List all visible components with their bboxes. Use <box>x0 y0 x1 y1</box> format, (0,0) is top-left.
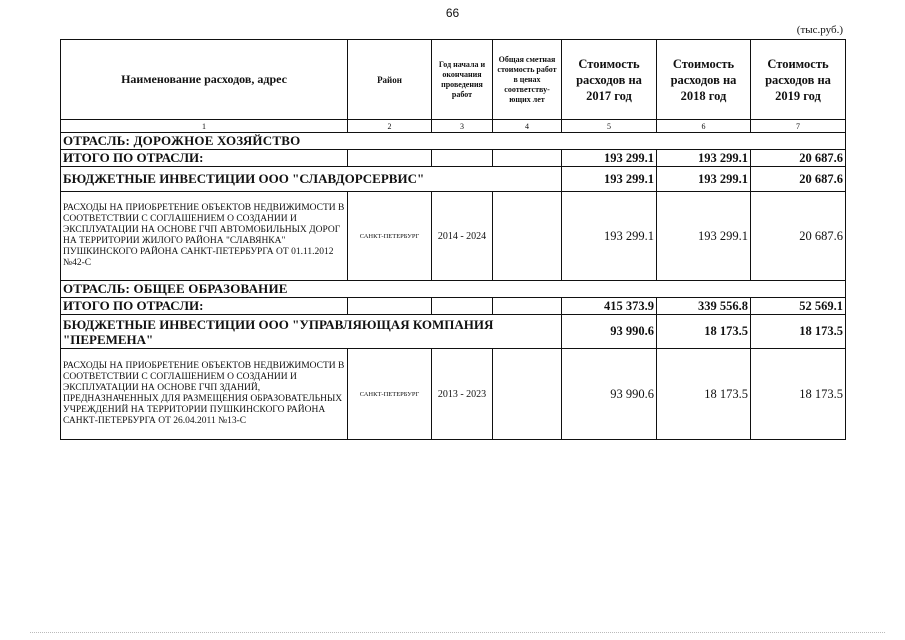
column-number: 4 <box>493 120 562 133</box>
budget-2017: 193 299.1 <box>562 167 657 192</box>
expense-period: 2013 - 2023 <box>432 349 493 440</box>
expense-description: РАСХОДЫ НА ПРИОБРЕТЕНИЕ ОБЪЕКТОВ НЕДВИЖИМОСТИ В СООТВЕТСТВИИ С СОГЛАШЕНИЕМ О СОЗДАНИИ И ЭКСПЛУАТАЦИИ НА ОСНОВЕ ГЧП ЗДАНИЙ, ПРЕДНАЗНАЧЕННЫХ ДЛЯ РАЗМЕЩЕНИЯ ОБРАЗОВАТЕЛЬНЫХ УЧРЕЖДЕНИЙ НА ТЕРРИТОРИИ ПУШКИНСКОГО РАЙОНА САНКТ-ПЕТЕРБУРГА ОТ 26.04.2011 №13-С <box>61 349 348 440</box>
empty-cell <box>493 298 562 315</box>
column-number: 5 <box>562 120 657 133</box>
expense-description: РАСХОДЫ НА ПРИОБРЕТЕНИЕ ОБЪЕКТОВ НЕДВИЖИМОСТИ В СООТВЕТСТВИИ С СОГЛАШЕНИЕМ О СОЗДАНИИ И ЭКСПЛУАТАЦИИ НА ОСНОВЕ ГЧП АВТОМОБИЛЬНЫХ ДОРОГ НА ТЕРРИТОРИИ ЖИЛОГО РАЙОНА "СЛАВЯНКА" ПУШКИНСКОГО РАЙОНА САНКТ-ПЕТЕРБУРГА ОТ 01.11.2012 №42-С <box>61 192 348 281</box>
header-row <box>61 40 846 120</box>
expense-estimate <box>493 349 562 440</box>
column-number: 3 <box>432 120 493 133</box>
expense-2018: 193 299.1 <box>657 192 751 281</box>
column-number-row <box>61 120 846 133</box>
total-2019: 52 569.1 <box>751 298 846 315</box>
sector-row <box>61 133 846 150</box>
expense-district: САНКТ-ПЕТЕРБУРГ <box>348 349 432 440</box>
empty-cell <box>348 298 432 315</box>
header-cost-2017: Стоимость расходов на 2017 год <box>562 40 657 120</box>
budget-investment-row <box>61 315 846 349</box>
expense-2019: 20 687.6 <box>751 192 846 281</box>
total-label: ИТОГО ПО ОТРАСЛИ: <box>61 298 348 315</box>
empty-cell <box>348 150 432 167</box>
expense-2019: 18 173.5 <box>751 349 846 440</box>
header-estimate: Общая сметная стоимость работ в ценах соответству-ющих лет <box>493 40 562 120</box>
sector-row <box>61 281 846 298</box>
column-number: 1 <box>61 120 348 133</box>
total-2017: 193 299.1 <box>562 150 657 167</box>
total-2019: 20 687.6 <box>751 150 846 167</box>
column-number: 7 <box>751 120 846 133</box>
column-number: 2 <box>348 120 432 133</box>
expense-district: САНКТ-ПЕТЕРБУРГ <box>348 192 432 281</box>
total-label: ИТОГО ПО ОТРАСЛИ: <box>61 150 348 167</box>
expense-2018: 18 173.5 <box>657 349 751 440</box>
expense-detail-row <box>61 192 846 281</box>
expense-2017: 93 990.6 <box>562 349 657 440</box>
expense-detail-row <box>61 349 846 440</box>
total-2018: 339 556.8 <box>657 298 751 315</box>
budget-2018: 18 173.5 <box>657 315 751 349</box>
sector-total-row <box>61 298 846 315</box>
column-number: 6 <box>657 120 751 133</box>
budget-2019: 20 687.6 <box>751 167 846 192</box>
empty-cell <box>493 150 562 167</box>
page-number: 66 <box>445 6 460 20</box>
scan-edge <box>30 632 885 636</box>
empty-cell <box>432 298 493 315</box>
expense-2017: 193 299.1 <box>562 192 657 281</box>
expense-period: 2014 - 2024 <box>432 192 493 281</box>
sector-title: ОТРАСЛЬ: ДОРОЖНОЕ ХОЗЯЙСТВО <box>61 133 846 150</box>
budget-2017: 93 990.6 <box>562 315 657 349</box>
units-label: (тыс.руб.) <box>796 24 843 36</box>
expense-estimate <box>493 192 562 281</box>
empty-cell <box>432 150 493 167</box>
header-name: Наименование расходов, адрес <box>61 40 348 120</box>
header-period: Год начала и окончания проведения работ <box>432 40 493 120</box>
budget-label: БЮДЖЕТНЫЕ ИНВЕСТИЦИИ ООО "СЛАВДОРСЕРВИС" <box>61 167 562 192</box>
sector-title: ОТРАСЛЬ: ОБЩЕЕ ОБРАЗОВАНИЕ <box>61 281 846 298</box>
budget-investment-row <box>61 167 846 192</box>
header-district: Район <box>348 40 432 120</box>
total-2017: 415 373.9 <box>562 298 657 315</box>
header-cost-2019: Стоимость расходов на 2019 год <box>751 40 846 120</box>
total-2018: 193 299.1 <box>657 150 751 167</box>
budget-table <box>60 39 846 440</box>
header-cost-2018: Стоимость расходов на 2018 год <box>657 40 751 120</box>
sector-total-row <box>61 150 846 167</box>
budget-label: БЮДЖЕТНЫЕ ИНВЕСТИЦИИ ООО "УПРАВЛЯЮЩАЯ КОМПАНИЯ "ПЕРЕМЕНА" <box>61 315 562 349</box>
budget-2019: 18 173.5 <box>751 315 846 349</box>
budget-2018: 193 299.1 <box>657 167 751 192</box>
